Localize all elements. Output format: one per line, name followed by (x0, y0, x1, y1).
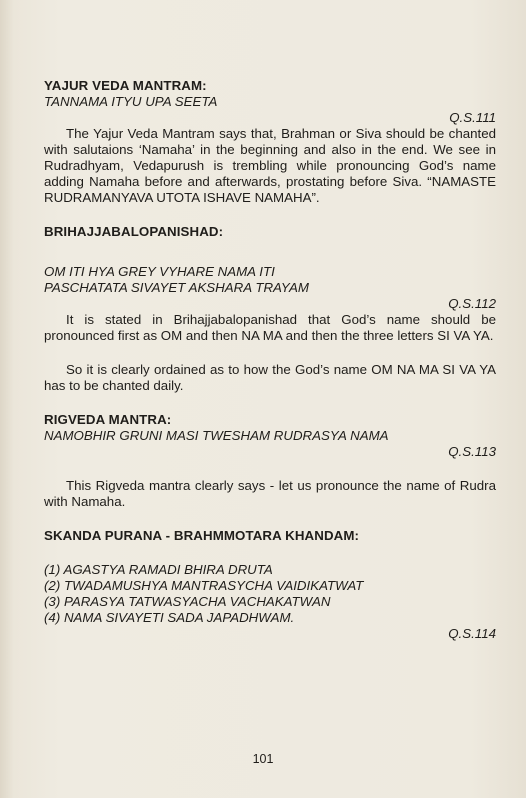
section-heading-skanda: SKANDA PURANA - BRAHMMOTARA KHANDAM: (44, 528, 360, 543)
mantra-line: OM ITI HYA GREY VYHARE NAMA ITI (44, 264, 275, 279)
mantra-line: NAMOBHIR GRUNI MASI TWESHAM RUDRASYA NAMA (44, 428, 389, 443)
section-heading-yajur: YAJUR VEDA MANTRAM: (44, 78, 207, 93)
section-heading-rigveda: RIGVEDA MANTRA: (44, 412, 172, 427)
mantra-line: TANNAMA ITYU UPA SEETA (44, 94, 218, 109)
paragraph: So it is clearly ordained as to how the God’s name OM NA MA SI VA YA has to be chanted daily. (44, 362, 496, 393)
page-number: 101 (252, 752, 274, 766)
quote-reference: Q.S.114 (448, 626, 496, 641)
mantra-line: (4) NAMA SIVAYETI SADA JAPADHWAM. (44, 610, 295, 625)
quote-reference: Q.S.113 (448, 444, 496, 459)
mantra-line: (3) PARASYA TATWASYACHA VACHAKATWAN (44, 594, 331, 609)
mantra-line: (2) TWADAMUSHYA MANTRASYCHA VAIDIKATWAT (44, 578, 364, 593)
mantra-line: (1) AGASTYA RAMADI BHIRA DRUTA (44, 562, 273, 577)
paragraph: The Yajur Veda Mantram says that, Brahman or Siva should be chanted with salutaions ‘Namaha’ in the beginning and also in the end. We see in Rudradhyam, Vedapurush is trembling while pronouncing God’s name adding Namaha before and afterwards, prostating before Siva. “NAMASTE RUDRAMANYAVA UTOTA ISHAVE NAMAHA”. (44, 126, 496, 205)
quote-reference: Q.S.112 (448, 296, 496, 311)
paragraph: This Rigveda mantra clearly says - let us pronounce the name of Rudra with Namaha. (44, 478, 496, 509)
quote-reference: Q.S.111 (449, 110, 496, 125)
page-content (44, 78, 496, 642)
mantra-line: PASCHATATA SIVAYET AKSHARA TRAYAM (44, 280, 310, 295)
section-heading-brihajjabal: BRIHAJJABALOPANISHAD: (44, 224, 224, 239)
paragraph: It is stated in Brihajjabalopanishad that God’s name should be pronounced first as OM and then NA MA and then the three letters SI VA YA. (44, 312, 496, 343)
